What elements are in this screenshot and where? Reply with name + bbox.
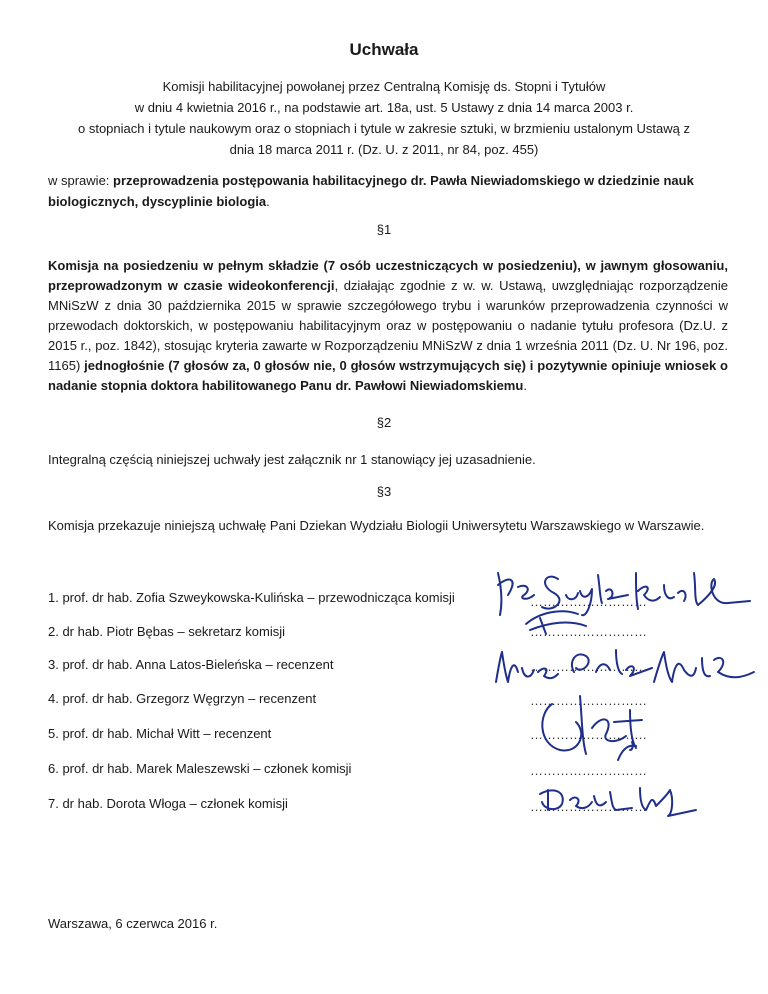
section-2-text: Integralną częścią niniejszej uchwały jest załącznik nr 1 stanowiący jej uzasadnienie. (48, 452, 536, 467)
header-line: w dniu 4 kwietnia 2016 r., na podstawie art. 18a, ust. 5 Ustawy z dnia 14 marca 2003 r. (134, 100, 634, 115)
section-1-heading: §1 (376, 222, 392, 237)
member-4: 4. prof. dr hab. Grzegorz Węgrzyn – recenzent (48, 691, 317, 706)
member-6: 6. prof. dr hab. Marek Maleszewski – członek komisji (48, 761, 352, 776)
section-1-text (48, 256, 728, 396)
member-3: 3. prof. dr hab. Anna Latos-Bieleńska – recenzent (48, 657, 334, 672)
signature-line: ……………………… (530, 693, 647, 708)
signature-line: ……………………… (530, 594, 647, 609)
signature-line: ……………………… (530, 624, 647, 639)
header-line: o stopniach i tytule naukowym oraz o stopniach i tytule w zakresie sztuki, w brzmieniu ustalonym Ustawą z (78, 121, 690, 136)
section-3-text: Komisja przekazuje niniejszą uchwałę Pani Dziekan Wydziału Biologii Uniwersytetu Warszawskiego w Warszawie. (48, 518, 705, 533)
section-1-end: . (523, 378, 527, 393)
signature-6 (612, 736, 642, 766)
matter-suffix: . (266, 194, 270, 209)
member-5: 5. prof. dr hab. Michał Witt – recenzent (48, 726, 272, 741)
matter-prefix: w sprawie: (48, 173, 114, 188)
section-1-body: , działając zgodnie z w. w. Ustawą, uwzględniając rozporządzenie MNiSzW z dnia 30 października 2015 w sprawie szczegółowego trybu i warunków przeprowadzenia czynności w przewodach doktorskich, w postępowaniu habilitacyjnym oraz w postępowaniu o nadanie tytułu profesora (Dz.U. z 2015 r., poz. 1842), stosując kryteria zawarte w Rozporządzeniu MNiSzW z dnia 1 września 2011 (Dz. U. Nr 196, poz. 1165) (48, 278, 729, 373)
section-1-decision: jednogłośnie (7 głosów za, 0 głosów nie, 0 głosów wstrzymujących się) i pozytywnie opiniuje wniosek o nadanie stopnia doktora habilitowanego Panu dr. Pawłowi Niewiadomskiemu (48, 358, 728, 393)
section-3-heading: §3 (376, 484, 392, 499)
section-1-intro: Komisja na posiedzeniu w pełnym składzie (7 osób uczestniczących w posiedzeniu), w jawnym głosowaniu, przeprowadzonym w czasie wideokonferencji (48, 258, 728, 293)
signature-7 (536, 780, 706, 820)
subject-matter (48, 170, 728, 212)
document-title: Uchwała (349, 40, 419, 59)
signature-line: ……………………… (530, 799, 647, 814)
member-7: 7. dr hab. Dorota Włoga – członek komisji (48, 796, 288, 811)
resolution-header (20, 76, 748, 160)
header-line: dnia 18 marca 2011 r. (Dz. U. z 2011, nr 84, poz. 455) (229, 142, 539, 157)
signature-line: ……………………… (530, 727, 647, 742)
signature-line: ……………………… (530, 659, 647, 674)
signature-2 (520, 606, 600, 636)
member-2: 2. dr hab. Piotr Bębas – sekretarz komisji (48, 624, 285, 639)
signature-line: ……………………… (530, 763, 647, 778)
matter-subject: przeprowadzenia postępowania habilitacyjnego dr. Pawła Niewiadomskiego w dziedzinie nauk biologicznych, dyscyplinie biologia (48, 173, 694, 209)
section-2-heading: §2 (376, 415, 392, 430)
place-and-date: Warszawa, 6 czerwca 2016 r. (48, 916, 218, 931)
member-1: 1. prof. dr hab. Zofia Szweykowska-Kulińska – przewodnicząca komisji (48, 590, 455, 605)
header-line: Komisji habilitacyjnej powołanej przez Centralną Komisję ds. Stopni i Tytułów (162, 79, 606, 94)
